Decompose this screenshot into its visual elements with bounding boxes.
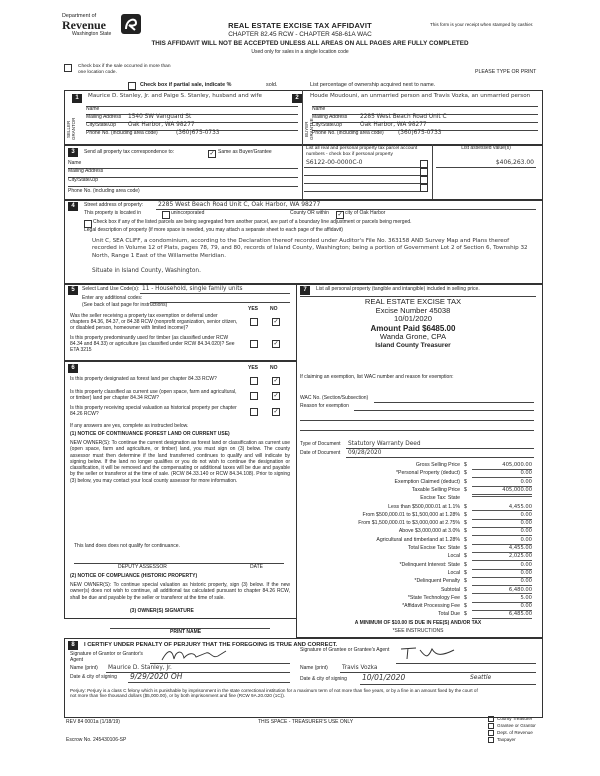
copy-checkbox[interactable] <box>488 723 494 729</box>
s6-q1-no[interactable]: ✓ <box>273 378 279 384</box>
city-of-label: city of Oak Harbor <box>345 210 386 216</box>
doc-type: Statutory Warranty Deed <box>348 441 421 447</box>
grantor-sig-label: Signature of Grantor or Grantor's Agent <box>70 651 143 663</box>
grantee-city: Seattle <box>470 674 492 681</box>
s5-q1: Was the seller receiving a property tax exemption or deferral under chapters 84.36, 84.37, or 84.38 RCW (nonprofit organization, senior citizen, or disabled person, homeowner with limited income)? <box>70 313 238 331</box>
s5-q2-no[interactable]: ✓ <box>273 341 279 347</box>
section-7-number: 7 <box>300 286 310 295</box>
section-1-number: 1 <box>72 94 82 103</box>
amount-label: Excise Tax: State <box>420 495 460 502</box>
grantor-name-label: Name (print) <box>70 665 98 671</box>
amount-label: *Delinquent Penalty <box>414 578 460 585</box>
s5-yes-header: YES <box>248 306 259 312</box>
parcel-number: S6122-00-0000C-0 <box>306 159 363 166</box>
dollar-sign: $ <box>464 561 467 568</box>
dollar-sign: $ <box>464 528 467 535</box>
copy-label: County Treasurer <box>497 716 533 722</box>
treasurer-label: THIS SPACE - TREASURER'S USE ONLY <box>258 719 354 725</box>
deputy-assessor-label: DEPUTY ASSESSOR <box>118 564 167 570</box>
s6-q3: Is this property receiving special valuation as historical property per chapter 84.26 RCW? <box>70 405 237 417</box>
amount-value: 6,485.00 <box>472 612 532 619</box>
land-use-code: 11 - Household, single family units <box>142 286 243 292</box>
amount-value: 4,455.00 <box>472 546 532 553</box>
stamp-line6: Island County Treasurer <box>375 342 451 350</box>
land-use-label: Select Land Use Code(s): <box>82 286 140 292</box>
copy-checkbox[interactable] <box>488 730 494 736</box>
s6-q2-yes[interactable] <box>250 392 258 400</box>
city-checkbox[interactable]: ✓ <box>337 212 343 218</box>
amount-label: *Affidavit Processing Fee <box>402 603 460 610</box>
seller-name: Maurice D. Stanley, Jr. and Paige S. Stanley, husband and wife <box>88 93 262 99</box>
dollar-sign: $ <box>464 503 467 510</box>
legal-description: Unit C, SEA CLIFF, a condominium, according to the Declaration thereof recorded under Auditor's File No. 363158 AND Survey Map and Plans thereof recorded in Volume 12 of Plats, pages 78, 79, and 80, records of Island County, Washington; being a portion of Government Lot 2 of Section 6, Township 32 North, Range 1 East of the Willamette Meridian. <box>92 238 528 259</box>
amount-label: Total Due <box>438 611 460 618</box>
copy-item <box>488 730 533 736</box>
amount-label: *Personal Property (deduct) <box>395 470 460 477</box>
additional-codes-label: Enter any additional codes: <box>82 295 143 301</box>
stamp-line5: Wanda Grone, CPA <box>379 332 447 342</box>
seller-mailing: 1540 SW Vanguard St <box>128 114 192 120</box>
buyer-city: Oak Harbor, WA 98277 <box>360 122 427 128</box>
s5-q2-yes[interactable] <box>250 340 258 348</box>
s6-q3-no[interactable]: ✓ <box>273 409 279 415</box>
amount-label: From $1,500,000.01 to $3,000,000 at 2.75% <box>358 520 460 527</box>
situate: Situate in Island County, Washington. <box>92 268 201 274</box>
amount-value: 0.00 <box>472 563 532 570</box>
land-qualifies: This land does does not qualify for continuance. <box>74 543 180 549</box>
partial-sale-checkbox[interactable] <box>128 82 136 90</box>
buyer-mailing-label: Mailing Address <box>312 114 348 120</box>
send-to-label: Send all property tax correspondence to: <box>84 149 175 155</box>
amount-value: 0.00 <box>472 521 532 528</box>
escrow-label: Escrow No. 245430106-SP <box>66 737 127 743</box>
form-chapters: CHAPTER 82.45 RCW - CHAPTER 458-61A WAC <box>228 31 372 38</box>
buyer-name-label: Name <box>312 106 326 112</box>
amount-label: *Delinquent Interest: State <box>399 561 460 568</box>
amount-value: 0.00 <box>472 604 532 611</box>
amount-label: Above $3,000,000 at 3.0% <box>398 528 460 535</box>
copy-item <box>488 737 516 743</box>
county-label: County OR within <box>290 210 329 216</box>
exemption-label: If claiming an exemption, list WAC number and reason for exemption: <box>300 374 454 380</box>
notice1-text: NEW OWNER(S): To continue the current designation as forest land or classification as current use (open space, farm and agriculture, or timber) land, you must sign on (3) below. The county assessor must then determine if the land transferred continues to qualify and will indicate by signing below. If the land no longer qualifies or you do not wish to continue the designation or classification, it will be removed and the compensating or additional taxes will be due and payable by the seller or transferor at the time of sale. (RCW 84.33.140 or RCW 84.34.108). Prior to signing (3) below, you may contact your local county assessor for more information. <box>70 440 290 484</box>
s5-no-header: NO <box>270 306 278 312</box>
form-title: REAL ESTATE EXCISE TAX AFFIDAVIT <box>228 21 372 30</box>
dollar-sign: $ <box>464 553 467 560</box>
multi-location-checkbox[interactable] <box>64 64 72 72</box>
amount-value: 0.00 <box>472 529 532 536</box>
amount-label: From $500,000.01 to $1,500,000 at 1.28% <box>362 511 460 518</box>
copy-label: Taxpayer <box>497 737 516 743</box>
doc-date: 09/28/2020 <box>348 450 382 456</box>
buyer-phone: (360)675-0733 <box>398 130 442 136</box>
located-in-label: This property is located in <box>84 210 141 216</box>
seller-mailing-label: Mailing Address <box>86 114 122 120</box>
amount-row <box>352 563 532 571</box>
dollar-sign: $ <box>464 470 467 477</box>
dollar-sign: $ <box>464 594 467 601</box>
seller-city-label: City/State/Zip <box>86 122 117 128</box>
amount-value: 6,480.00 <box>472 588 532 595</box>
s5-q2: Is this property predominantly used for timber (as classified under RCW 84.34 and 84.33) or agriculture (as classified under RCW 84.34.020)? See ETA 3215 <box>70 335 235 353</box>
grantor-signature <box>160 647 230 663</box>
amount-value <box>472 496 532 497</box>
amount-label: Local <box>447 569 460 576</box>
ownership-pct-label: List percentage of ownership acquired next to name. <box>310 82 436 88</box>
amount-label: Local <box>447 553 460 560</box>
grantee-signature <box>398 644 458 662</box>
grantee-name: Travis Vozka <box>342 665 378 671</box>
dollar-sign: $ <box>464 545 467 551</box>
street-address: 2285 West Beach Road Unit C, Oak Harbor, WA 98277 <box>158 201 321 208</box>
single-use: Used only for sales in a single location code <box>251 49 349 55</box>
s6-q2-no[interactable]: ✓ <box>273 393 279 399</box>
grantee-date: 10/01/2020 <box>362 673 406 682</box>
s5-q1-no[interactable]: ✓ <box>273 319 279 325</box>
see-instructions-label: *SEE INSTRUCTIONS <box>392 628 444 634</box>
grantor-name: Maurice D. Stanley, Jr. <box>108 665 172 671</box>
unincorporated-label: unincorporated <box>171 210 205 216</box>
grantor-date: 9/29/2020 OH <box>130 672 183 681</box>
buyer-city-label: City/State/Zip <box>312 122 343 128</box>
stamp-line3: 10/01/2020 <box>393 314 432 324</box>
dollar-sign: $ <box>464 603 467 610</box>
amount-row <box>352 546 532 554</box>
buyer-side-label: BUYER GRANTEE <box>304 118 315 140</box>
s6-q1: Is this property designated as forest land per chapter 84.33 RCW? <box>70 376 217 382</box>
sold-label: sold. <box>266 82 278 88</box>
amount-value: 0.00 <box>472 538 532 545</box>
amount-value: 405,000.00 <box>472 488 532 495</box>
copy-checkbox[interactable] <box>488 716 494 722</box>
notice2-text: NEW OWNER(S): To continue special valuation as historic property, sign (3) below. If the new owner(s) does not wish to continue, all additional tax calculated pursuant to chapter 84.26 RCW, shall be due and payable by the seller or transferor at the time of sale. <box>70 582 290 601</box>
s5-q1-yes[interactable] <box>250 318 258 326</box>
street-label: Street address of property: <box>84 202 144 208</box>
dollar-sign: $ <box>464 569 467 576</box>
segregated-label: Check box if any of the listed parcels are being segregated from another parcel, are part of a boundary line adjustment or parcels being merged. <box>93 219 412 225</box>
s3-city-label: City/State/Zip <box>68 177 99 183</box>
section-5-number: 5 <box>68 286 78 295</box>
amount-value: 4,455.00 <box>472 505 532 512</box>
copy-label: Grantee or Grantor <box>497 723 536 729</box>
dept-line2: Revenue <box>62 18 106 32</box>
amount-label: Subtotal <box>440 586 460 593</box>
notice2-title: (2) NOTICE OF COMPLIANCE (HISTORIC PROPERTY) <box>70 573 198 579</box>
grantor-date-label: Date & city of signing <box>70 674 117 680</box>
s6-yes-header: YES <box>248 365 259 371</box>
perjury-text: Perjury: Perjury is a class C felony which is punishable by imprisonment in the state correctional institution for a maximum term of not more than five years, or by a fine in an amount fixed by the court of not more than five thousand dollars ($5,000.00), or by both imprisonment and fine (RCW 9A.20.020 (1C)). <box>70 688 478 699</box>
s6-no-header: NO <box>270 365 278 371</box>
excise-stamp <box>318 298 508 350</box>
dor-logo <box>60 13 152 43</box>
doc-type-label: Type of Document <box>300 441 341 447</box>
dollar-sign: $ <box>464 536 467 543</box>
stamp-line4: Amount Paid $6485.00 <box>370 324 456 334</box>
dept-line1: Department of <box>62 13 97 19</box>
dollar-sign: $ <box>464 611 467 618</box>
any-yes-label: If any answers are yes, complete as instructed below. <box>70 423 189 429</box>
amount-row <box>352 496 532 504</box>
stamp-line2: Excise Number 45038 <box>375 305 451 315</box>
see-back-label: (See back of last page for instructions) <box>82 302 168 308</box>
amount-label: *State Technology Fee <box>407 594 460 601</box>
s3-phone-label: Phone No. (including area code) <box>68 188 140 194</box>
minimum-label: A MINIMUM OF $10.00 IS DUE IN FEE(S) AND/OR TAX <box>354 620 482 626</box>
dept-line3: Washington State <box>72 31 112 37</box>
amount-value: 0.00 <box>472 480 532 487</box>
s3-name-label: Name <box>68 160 82 166</box>
notice1-title: (1) NOTICE OF CONTINUANCE (FOREST LAND OR CURRENT USE) <box>70 431 230 437</box>
seller-phone: (360)675-0733 <box>176 130 220 136</box>
amount-value: 405,000.00 <box>472 463 532 470</box>
certify-label: I CERTIFY UNDER PENALTY OF PERJURY THAT THE FOREGOING IS TRUE AND CORRECT. <box>84 642 338 648</box>
dollar-sign: $ <box>464 478 467 485</box>
copy-item <box>488 723 536 729</box>
same-as-buyer-label: Same as Buyer/Grantee <box>218 149 272 155</box>
buyer-phone-label: Phone No. (including area code) <box>312 130 384 136</box>
revenue-logo-icon <box>120 13 142 35</box>
dollar-sign: $ <box>464 486 467 493</box>
unincorporated-checkbox[interactable] <box>162 211 170 219</box>
s6-q3-yes[interactable] <box>250 408 258 416</box>
s6-q1-yes[interactable] <box>250 377 258 385</box>
dollar-sign: $ <box>464 520 467 527</box>
parcel-pp-checkbox-3[interactable] <box>420 176 428 184</box>
dollar-sign: $ <box>464 578 467 585</box>
dollar-sign: $ <box>464 586 467 593</box>
s6-q2: Is this property classified as current use (open space, farm and agricultural, or timber) land per chapter 84.34 RCW? <box>70 389 237 401</box>
seller-city: Oak Harbor, WA 98277 <box>128 122 195 128</box>
amount-value: 0.00 <box>472 513 532 520</box>
amount-label: Exemption Claimed (deduct) <box>394 478 460 485</box>
amount-row <box>352 579 532 587</box>
dollar-sign: $ <box>464 462 467 468</box>
amount-label: Agricultural and timberland at 1.28% <box>376 536 460 543</box>
amount-value: 5.00 <box>472 596 532 603</box>
personal-property-label: List all personal property (tangible and intangible) included in selling price. <box>316 286 480 292</box>
seller-side-label: SELLER GRANTOR <box>66 117 77 141</box>
grantee-sig-label: Signature of Grantee or Grantee's Agent <box>300 647 390 653</box>
amount-value: 0.00 <box>472 571 532 578</box>
stamp-line1: REAL ESTATE EXCISE TAX <box>364 297 462 306</box>
type-or-print: PLEASE TYPE OR PRINT <box>475 69 537 75</box>
parcel-pp-checkbox-4[interactable] <box>420 184 428 192</box>
section-8-number: 8 <box>68 641 78 650</box>
amount-label: Gross Selling Price <box>415 462 460 468</box>
buyer-name: Houde Moudouni, an unmarried person and Travis Vozka, an unmarried person <box>310 93 531 99</box>
warning: THIS AFFIDAVIT WILL NOT BE ACCEPTED UNLESS ALL AREAS ON ALL PAGES ARE FULLY COMPLETED <box>151 40 469 47</box>
print-name-label: PRINT NAME <box>170 629 202 635</box>
amount-value: 0.00 <box>472 471 532 478</box>
parcel-header: List all real and personal property tax parcel account numbers - check box if personal property <box>306 146 418 157</box>
seller-phone-label: Phone No. (including area code) <box>86 130 158 136</box>
same-as-buyer-checkbox[interactable]: ✓ <box>209 151 215 157</box>
legal-label: Legal description of property (if more space is needed, you may attach a separate sheet to each page of the affidavit) <box>84 227 343 233</box>
copy-item <box>488 716 533 722</box>
copy-label: Dept. of Revenue <box>497 730 533 736</box>
wac-label: WAC No. (Section/Subsection) <box>300 395 369 401</box>
assessed-value: $406,263.00 <box>495 159 534 166</box>
partial-sale-label: Check box if partial sale, indicate % <box>140 82 232 88</box>
parcel-pp-checkbox-1[interactable] <box>420 160 428 168</box>
amount-label: Less than $500,000.01 at 1.1% <box>388 503 460 510</box>
buyer-mailing: 2285 West Beach Road Unit C <box>360 114 447 120</box>
receipt-note: This form is your receipt when stamped by cashier. <box>430 22 534 27</box>
reason-label: Reason for exemption <box>300 403 349 409</box>
amount-label: Total Excise Tax: State <box>407 545 460 551</box>
assessed-header: List assessed value(s) <box>461 145 511 151</box>
section-2-number: 2 <box>292 94 302 103</box>
copy-checkbox[interactable] <box>488 737 494 743</box>
grantee-date-label: Date & city of signing <box>300 676 347 682</box>
amount-value: 2,025.00 <box>472 554 532 561</box>
s6-date-label: DATE <box>250 564 263 570</box>
parcel-pp-checkbox-2[interactable] <box>420 168 428 176</box>
owner-signature-label: (3) OWNER(S) SIGNATURE <box>130 608 194 614</box>
amount-label: Taxable Selling Price <box>411 486 460 493</box>
seller-name-label: Name <box>86 106 100 112</box>
rev-label: REV 84 0001a (1/18/19) <box>66 719 120 725</box>
dollar-sign: $ <box>464 511 467 518</box>
amount-value: 0.00 <box>472 579 532 586</box>
s3-mailing-label: Mailing Address <box>68 168 104 174</box>
grantee-name-label: Name (print) <box>300 665 328 671</box>
section-3-number: 3 <box>68 148 78 157</box>
section-6-number: 6 <box>68 364 78 373</box>
section-4-number: 4 <box>68 202 78 211</box>
doc-date-label: Date of Document <box>300 450 341 456</box>
multi-location-label: Check box if the sale occurred in more than one location code. <box>78 64 171 75</box>
